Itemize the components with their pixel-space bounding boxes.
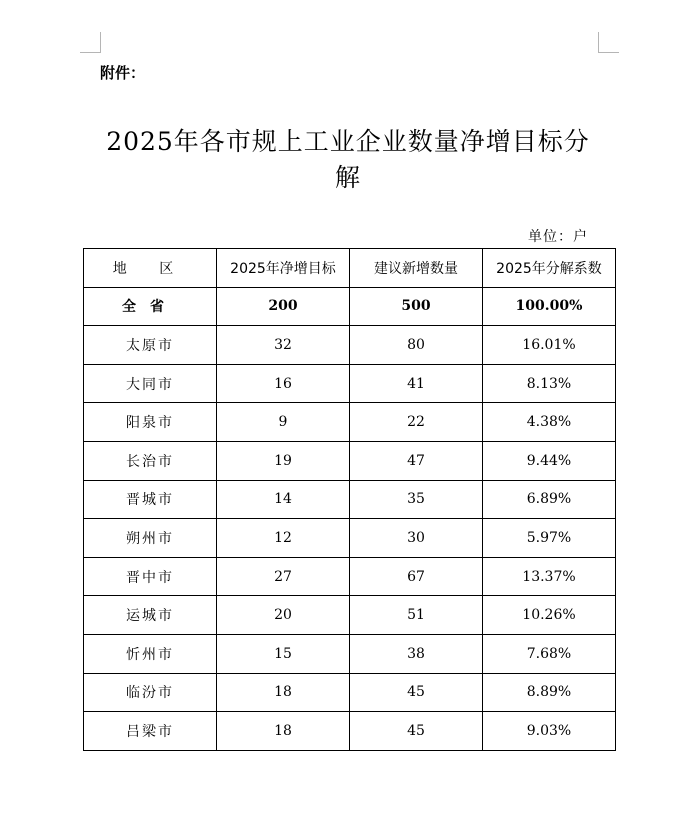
header-target: 2025年净增目标 xyxy=(217,249,350,288)
header-suggested: 建议新增数量 xyxy=(350,249,483,288)
page-corner-mark-top-left xyxy=(80,32,101,53)
cell-region: 晋中市 xyxy=(84,557,217,596)
table-row xyxy=(84,364,616,403)
page-corner-mark-top-right xyxy=(598,32,619,53)
cell-coefficient: 16.01% xyxy=(483,326,616,365)
total-coefficient: 100.00% xyxy=(483,287,616,326)
attachment-label: 附件： xyxy=(100,64,146,82)
header-coefficient: 2025年分解系数 xyxy=(483,249,616,288)
cell-suggested: 22 xyxy=(350,403,483,442)
cell-coefficient: 9.44% xyxy=(483,441,616,480)
cell-region: 吕梁市 xyxy=(84,712,217,751)
table-row xyxy=(84,557,616,596)
table-header-row xyxy=(84,249,616,288)
cell-coefficient: 8.89% xyxy=(483,673,616,712)
cell-suggested: 47 xyxy=(350,441,483,480)
cell-region: 大同市 xyxy=(84,364,217,403)
cell-suggested: 67 xyxy=(350,557,483,596)
cell-region: 阳泉市 xyxy=(84,403,217,442)
cell-target: 14 xyxy=(217,480,350,519)
table-row xyxy=(84,519,616,558)
cell-region: 忻州市 xyxy=(84,634,217,673)
cell-region: 晋城市 xyxy=(84,480,217,519)
table-total-row xyxy=(84,287,616,326)
cell-target: 18 xyxy=(217,712,350,751)
cell-region: 运城市 xyxy=(84,596,217,635)
cell-target: 32 xyxy=(217,326,350,365)
cell-region: 长治市 xyxy=(84,441,217,480)
cell-coefficient: 7.68% xyxy=(483,634,616,673)
cell-suggested: 30 xyxy=(350,519,483,558)
cell-target: 19 xyxy=(217,441,350,480)
table-row xyxy=(84,403,616,442)
cell-target: 12 xyxy=(217,519,350,558)
cell-coefficient: 9.03% xyxy=(483,712,616,751)
cell-target: 16 xyxy=(217,364,350,403)
cell-target: 15 xyxy=(217,634,350,673)
table-row xyxy=(84,712,616,751)
cell-suggested: 38 xyxy=(350,634,483,673)
table-row xyxy=(84,441,616,480)
cell-target: 20 xyxy=(217,596,350,635)
cell-region: 朔州市 xyxy=(84,519,217,558)
table-row xyxy=(84,596,616,635)
total-target: 200 xyxy=(217,287,350,326)
document-title: 2025年各市规上工业企业数量净增目标分解 xyxy=(106,127,590,192)
cell-coefficient: 4.38% xyxy=(483,403,616,442)
cell-region: 临汾市 xyxy=(84,673,217,712)
table-row xyxy=(84,326,616,365)
unit-label: 单位：户 xyxy=(528,229,588,245)
cell-coefficient: 5.97% xyxy=(483,519,616,558)
cell-coefficient: 13.37% xyxy=(483,557,616,596)
cell-coefficient: 6.89% xyxy=(483,480,616,519)
cell-suggested: 45 xyxy=(350,673,483,712)
target-allocation-table xyxy=(83,248,616,751)
cell-coefficient: 10.26% xyxy=(483,596,616,635)
cell-suggested: 45 xyxy=(350,712,483,751)
cell-coefficient: 8.13% xyxy=(483,364,616,403)
table-row xyxy=(84,673,616,712)
total-suggested: 500 xyxy=(350,287,483,326)
cell-target: 9 xyxy=(217,403,350,442)
cell-suggested: 41 xyxy=(350,364,483,403)
header-region: 地 区 xyxy=(84,249,217,288)
cell-target: 27 xyxy=(217,557,350,596)
cell-suggested: 35 xyxy=(350,480,483,519)
total-region: 全省 xyxy=(84,287,217,326)
table-row xyxy=(84,480,616,519)
cell-suggested: 80 xyxy=(350,326,483,365)
cell-region: 太原市 xyxy=(84,326,217,365)
cell-target: 18 xyxy=(217,673,350,712)
cell-suggested: 51 xyxy=(350,596,483,635)
table-row xyxy=(84,634,616,673)
